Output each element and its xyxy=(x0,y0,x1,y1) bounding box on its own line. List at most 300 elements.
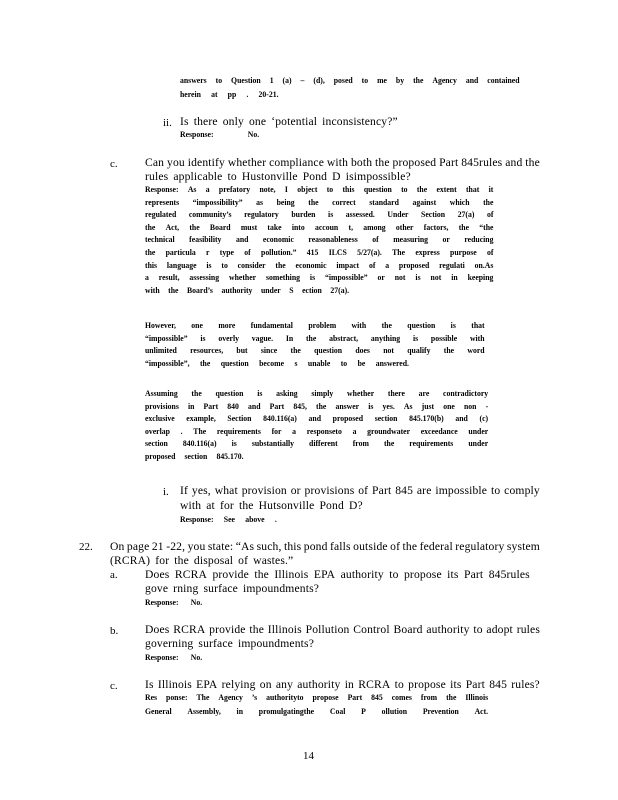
word: question xyxy=(363,184,392,194)
word: of xyxy=(358,484,369,497)
word: As xyxy=(187,184,197,194)
word: to xyxy=(215,75,223,85)
item-marker: c. xyxy=(110,680,118,692)
word: other xyxy=(395,221,414,232)
word: in xyxy=(344,678,355,691)
response-line xyxy=(145,248,493,257)
word: 27(a) xyxy=(457,209,475,220)
word: word xyxy=(467,345,485,356)
word: Part xyxy=(347,692,363,702)
word: be xyxy=(357,357,366,368)
word: Does xyxy=(145,568,170,581)
word: Can xyxy=(145,156,165,169)
word: me xyxy=(377,75,387,85)
word: Control xyxy=(353,623,390,636)
word: the xyxy=(316,400,327,411)
word: abstract, xyxy=(329,332,359,343)
word: impact xyxy=(336,259,360,270)
word: the xyxy=(443,345,455,356)
response-line xyxy=(145,414,488,423)
word: Part xyxy=(372,484,392,497)
word: state: xyxy=(207,540,234,553)
word: as xyxy=(256,196,264,207)
word: represents xyxy=(145,196,180,207)
word: are xyxy=(416,484,432,497)
word: comply xyxy=(504,484,540,497)
word: The xyxy=(392,247,406,257)
response-line xyxy=(145,598,202,607)
word: Part xyxy=(203,400,219,411)
response-line xyxy=(145,261,493,270)
item-marker: i. xyxy=(163,486,169,498)
word: 845 xyxy=(371,692,383,702)
question-text xyxy=(145,157,540,169)
word: ILCS xyxy=(328,247,347,257)
word: not xyxy=(383,345,394,356)
word: exceedance xyxy=(420,425,458,436)
word: r xyxy=(206,247,210,257)
word: regulatory xyxy=(244,209,279,220)
word: propose xyxy=(403,568,442,581)
word: outside xyxy=(353,540,388,553)
word: the xyxy=(275,259,286,270)
word: impossible xyxy=(435,484,488,497)
word: of xyxy=(372,234,379,245)
word: is xyxy=(450,320,456,330)
word: is xyxy=(412,332,419,343)
word: RCRA xyxy=(174,568,208,581)
word: 845.170(b) xyxy=(409,413,444,424)
word: vague. xyxy=(251,332,274,343)
response-line xyxy=(145,707,488,716)
word: something xyxy=(266,272,301,283)
word: No. xyxy=(190,652,203,662)
word: Act, xyxy=(165,221,180,232)
word: whether xyxy=(347,388,375,398)
word: substantially xyxy=(251,438,294,449)
word: RCRA xyxy=(173,623,206,636)
word: keeping xyxy=(467,272,494,283)
word: whether xyxy=(229,272,257,283)
question-text xyxy=(180,485,540,497)
word: on xyxy=(259,678,272,691)
word: EPA xyxy=(313,568,336,581)
word: anything xyxy=(370,332,401,343)
word: herein xyxy=(180,89,201,99)
word: reasonableness xyxy=(308,234,358,245)
word: or xyxy=(442,234,450,245)
word: result, xyxy=(158,272,180,283)
word: a xyxy=(292,425,297,436)
word: note, xyxy=(259,184,276,194)
word: requirements xyxy=(409,438,454,449)
word: this xyxy=(283,540,302,553)
word: with xyxy=(351,320,367,330)
word: authority xyxy=(340,568,384,581)
word: among xyxy=(363,221,386,232)
word: 21 xyxy=(151,540,164,553)
word: groundwater xyxy=(367,425,411,436)
word: relying xyxy=(221,678,256,691)
response-line xyxy=(145,439,488,448)
word: system xyxy=(506,540,540,553)
word: of xyxy=(244,247,251,257)
word: is xyxy=(257,388,263,398)
word: page xyxy=(126,540,150,553)
word: - xyxy=(485,400,489,411)
word: Agency xyxy=(218,692,243,702)
word: is xyxy=(206,259,212,270)
word: 415 xyxy=(306,247,319,257)
word: is xyxy=(328,209,334,220)
response-line xyxy=(145,427,488,436)
question-text: Is there only one ‘potential inconsistency?” xyxy=(180,115,398,128)
word: . xyxy=(180,425,183,436)
word: is xyxy=(200,332,206,343)
word: overly xyxy=(218,332,239,343)
word: a xyxy=(352,425,357,436)
word: As xyxy=(403,400,413,411)
word: overlap xyxy=(145,425,170,436)
word: purpose xyxy=(450,247,477,257)
word: 20-21. xyxy=(258,89,279,99)
word: 840.116(a) xyxy=(182,438,217,449)
word: extent xyxy=(436,184,457,194)
word: Under xyxy=(387,209,409,220)
word: assessing xyxy=(189,272,220,283)
word: S xyxy=(289,284,294,295)
word: The xyxy=(196,692,210,702)
word: reducing xyxy=(464,234,494,245)
word: its xyxy=(450,678,462,691)
word: the xyxy=(168,284,179,295)
word: a xyxy=(145,272,149,283)
word: which xyxy=(449,196,470,207)
word: both xyxy=(350,156,373,169)
word: federal xyxy=(419,540,453,553)
word: the xyxy=(446,692,457,702)
word: Illinois xyxy=(274,568,309,581)
word: economic xyxy=(295,259,327,270)
word: and xyxy=(505,156,523,169)
word: qualify xyxy=(407,345,431,356)
word: the xyxy=(254,568,269,581)
word: General xyxy=(145,706,172,716)
word: propose xyxy=(408,678,446,691)
word: If xyxy=(180,484,189,497)
item-marker: b. xyxy=(110,625,119,637)
word: rules xyxy=(516,623,540,636)
word: Pollution xyxy=(305,623,350,636)
response-line xyxy=(145,321,485,330)
word: contained xyxy=(487,75,520,85)
word: – xyxy=(300,75,305,85)
intro-line-2 xyxy=(180,90,279,99)
word: from xyxy=(352,438,369,449)
word: this xyxy=(145,259,158,270)
word: P xyxy=(361,706,366,716)
word: economic xyxy=(262,234,294,245)
word: does xyxy=(355,345,370,356)
response-line xyxy=(145,653,202,662)
word: ponse: xyxy=(166,692,188,702)
word: 840.116(a) xyxy=(263,413,297,424)
word: such, xyxy=(256,540,282,553)
word: provisions xyxy=(304,484,355,497)
word: object xyxy=(297,184,318,194)
word: Part xyxy=(269,400,285,411)
word: Illinois xyxy=(267,623,302,636)
word: standard xyxy=(369,196,399,207)
word: propose xyxy=(312,692,339,702)
word: authority xyxy=(221,284,253,295)
intro-line-1 xyxy=(180,76,520,85)
response-line xyxy=(145,452,244,461)
word: the xyxy=(145,247,156,257)
word: Act. xyxy=(474,706,489,716)
word: unable xyxy=(307,357,331,368)
response-line xyxy=(145,273,493,282)
question-text: gove rning surface impoundments? xyxy=(145,582,320,595)
word: proposed xyxy=(145,451,176,461)
word: responseto xyxy=(306,425,342,436)
word: to xyxy=(361,75,369,85)
word: 845 xyxy=(395,484,414,497)
word: “the xyxy=(479,221,494,232)
word: question xyxy=(407,320,436,330)
word: of xyxy=(487,209,494,220)
word: asking xyxy=(276,388,298,398)
word: prefatory xyxy=(218,184,251,194)
word: consider xyxy=(237,259,266,270)
word: (a) xyxy=(282,75,292,85)
response-line xyxy=(180,515,277,524)
item-marker: c. xyxy=(110,158,118,170)
page-number: 14 xyxy=(303,750,314,762)
word: Assuming xyxy=(145,388,178,398)
question-text: with at for the Hutsonville Pond D? xyxy=(180,499,363,512)
word: However, xyxy=(145,320,176,330)
word: pp xyxy=(227,89,237,99)
word: pollution.” xyxy=(261,247,297,257)
word: requirements xyxy=(216,425,261,436)
word: Board xyxy=(393,623,423,636)
word: comes xyxy=(391,692,412,702)
word: Section xyxy=(227,413,252,424)
word: the xyxy=(525,156,540,169)
word: Res xyxy=(145,692,158,702)
word: a xyxy=(385,259,390,270)
word: of xyxy=(390,540,401,553)
word: to xyxy=(221,259,228,270)
word: . xyxy=(274,514,277,524)
word: 845 xyxy=(489,678,508,691)
word: the xyxy=(383,438,395,449)
word: pond xyxy=(303,540,328,553)
question-text xyxy=(145,679,540,691)
word: is xyxy=(231,438,237,449)
word: posed xyxy=(333,75,353,85)
item-marker: ii. xyxy=(163,117,172,129)
word: but xyxy=(236,345,248,356)
word: the xyxy=(308,196,319,207)
word: -22, xyxy=(166,540,186,553)
word: particula xyxy=(165,247,196,257)
word: answers xyxy=(180,75,207,85)
response-line xyxy=(145,185,493,194)
item-marker: 22. xyxy=(79,541,93,553)
word: . xyxy=(246,89,249,99)
word: not xyxy=(430,272,442,283)
word: assessed. xyxy=(345,209,375,220)
word: on.As xyxy=(474,259,494,270)
word: “As xyxy=(235,540,255,553)
word: is xyxy=(309,272,316,283)
word: ection xyxy=(302,284,322,295)
word: technical xyxy=(145,234,175,245)
word: Question xyxy=(231,75,261,85)
word: Agency xyxy=(432,75,457,85)
question-text: rules applicable to Hustonville Pond D isimpossible? xyxy=(145,170,411,183)
word: Board’s xyxy=(186,284,213,295)
word: there xyxy=(387,388,405,398)
word: falls xyxy=(329,540,351,553)
word: the xyxy=(191,388,202,398)
word: whether xyxy=(227,156,267,169)
word: and xyxy=(308,413,322,424)
word: to xyxy=(394,678,404,691)
word: No. xyxy=(247,129,260,139)
word: being xyxy=(276,196,295,207)
word: are xyxy=(418,388,430,398)
word: EPA xyxy=(196,678,218,691)
word: ’s xyxy=(251,692,258,702)
question-text: governing surface impoundments? xyxy=(145,637,314,650)
word: of xyxy=(368,259,376,270)
word: what xyxy=(214,484,238,497)
question-text xyxy=(145,624,540,636)
word: regulati xyxy=(439,259,465,270)
word: the xyxy=(199,357,211,368)
word: correct xyxy=(332,196,356,207)
word: the xyxy=(189,221,200,232)
word: problem xyxy=(308,320,337,330)
word: ollution xyxy=(381,706,408,716)
word: to xyxy=(490,484,501,497)
word: under xyxy=(468,438,489,449)
response-line xyxy=(145,693,488,702)
word: burden xyxy=(291,209,316,220)
word: authority xyxy=(297,678,341,691)
word: Response: xyxy=(180,129,214,139)
word: since xyxy=(260,345,278,356)
response-line xyxy=(145,286,349,295)
word: of xyxy=(487,247,494,257)
word: the xyxy=(305,332,317,343)
word: the xyxy=(249,623,264,636)
word: must xyxy=(240,221,258,232)
word: more xyxy=(218,320,236,330)
word: question xyxy=(220,357,249,368)
word: factors, xyxy=(423,221,449,232)
word: a xyxy=(205,184,210,194)
word: Part xyxy=(439,156,459,169)
response-line xyxy=(145,346,485,355)
word: Is xyxy=(145,678,154,691)
word: just xyxy=(421,400,435,411)
word: under xyxy=(468,425,489,436)
word: section xyxy=(184,451,208,461)
response-line xyxy=(145,235,493,244)
word: with xyxy=(469,332,485,343)
word: any xyxy=(275,678,294,691)
response-line xyxy=(145,223,493,232)
word: type xyxy=(219,247,234,257)
word: s xyxy=(294,357,298,368)
word: Illinois xyxy=(157,678,192,691)
word: t, xyxy=(348,221,354,232)
word: or xyxy=(377,272,385,283)
word: section xyxy=(145,438,168,449)
word: feasibility xyxy=(189,234,222,245)
word: that xyxy=(471,320,485,330)
word: under xyxy=(260,284,281,295)
word: “impossible” xyxy=(325,272,368,283)
word: answer xyxy=(335,400,360,411)
word: you xyxy=(187,540,206,553)
word: unlimited xyxy=(145,345,177,356)
word: yes. xyxy=(382,400,395,411)
word: 845, xyxy=(293,400,307,411)
word: regulatory xyxy=(455,540,505,553)
word: it xyxy=(488,184,494,194)
word: question xyxy=(314,345,343,356)
word: and xyxy=(235,234,249,245)
word: authorityto xyxy=(266,692,304,702)
response-line xyxy=(145,334,485,343)
word: provide xyxy=(212,568,249,581)
word: See xyxy=(223,514,235,524)
word: the xyxy=(413,75,424,85)
word: 1 xyxy=(269,75,274,85)
word: “impossible” xyxy=(145,332,188,343)
word: fundamental xyxy=(250,320,293,330)
word: and xyxy=(455,413,468,424)
word: “impossible”, xyxy=(145,357,190,368)
word: compliance xyxy=(269,156,325,169)
word: in xyxy=(187,400,195,411)
word: the xyxy=(458,221,470,232)
word: identify xyxy=(187,156,225,169)
word: simply xyxy=(311,388,334,398)
word: to xyxy=(401,184,408,194)
word: possible xyxy=(430,332,458,343)
word: is xyxy=(368,400,374,411)
word: to xyxy=(326,184,334,194)
word: not xyxy=(394,272,406,283)
word: at xyxy=(211,89,218,99)
word: resources, xyxy=(190,345,224,356)
word: contradictory xyxy=(443,388,489,398)
word: Response: xyxy=(145,597,179,607)
word: you xyxy=(167,156,185,169)
word: the xyxy=(381,320,392,330)
word: proposed xyxy=(398,259,430,270)
word: different xyxy=(309,438,338,449)
word: language xyxy=(166,259,197,270)
word: The xyxy=(193,425,207,436)
word: rules? xyxy=(511,678,540,691)
